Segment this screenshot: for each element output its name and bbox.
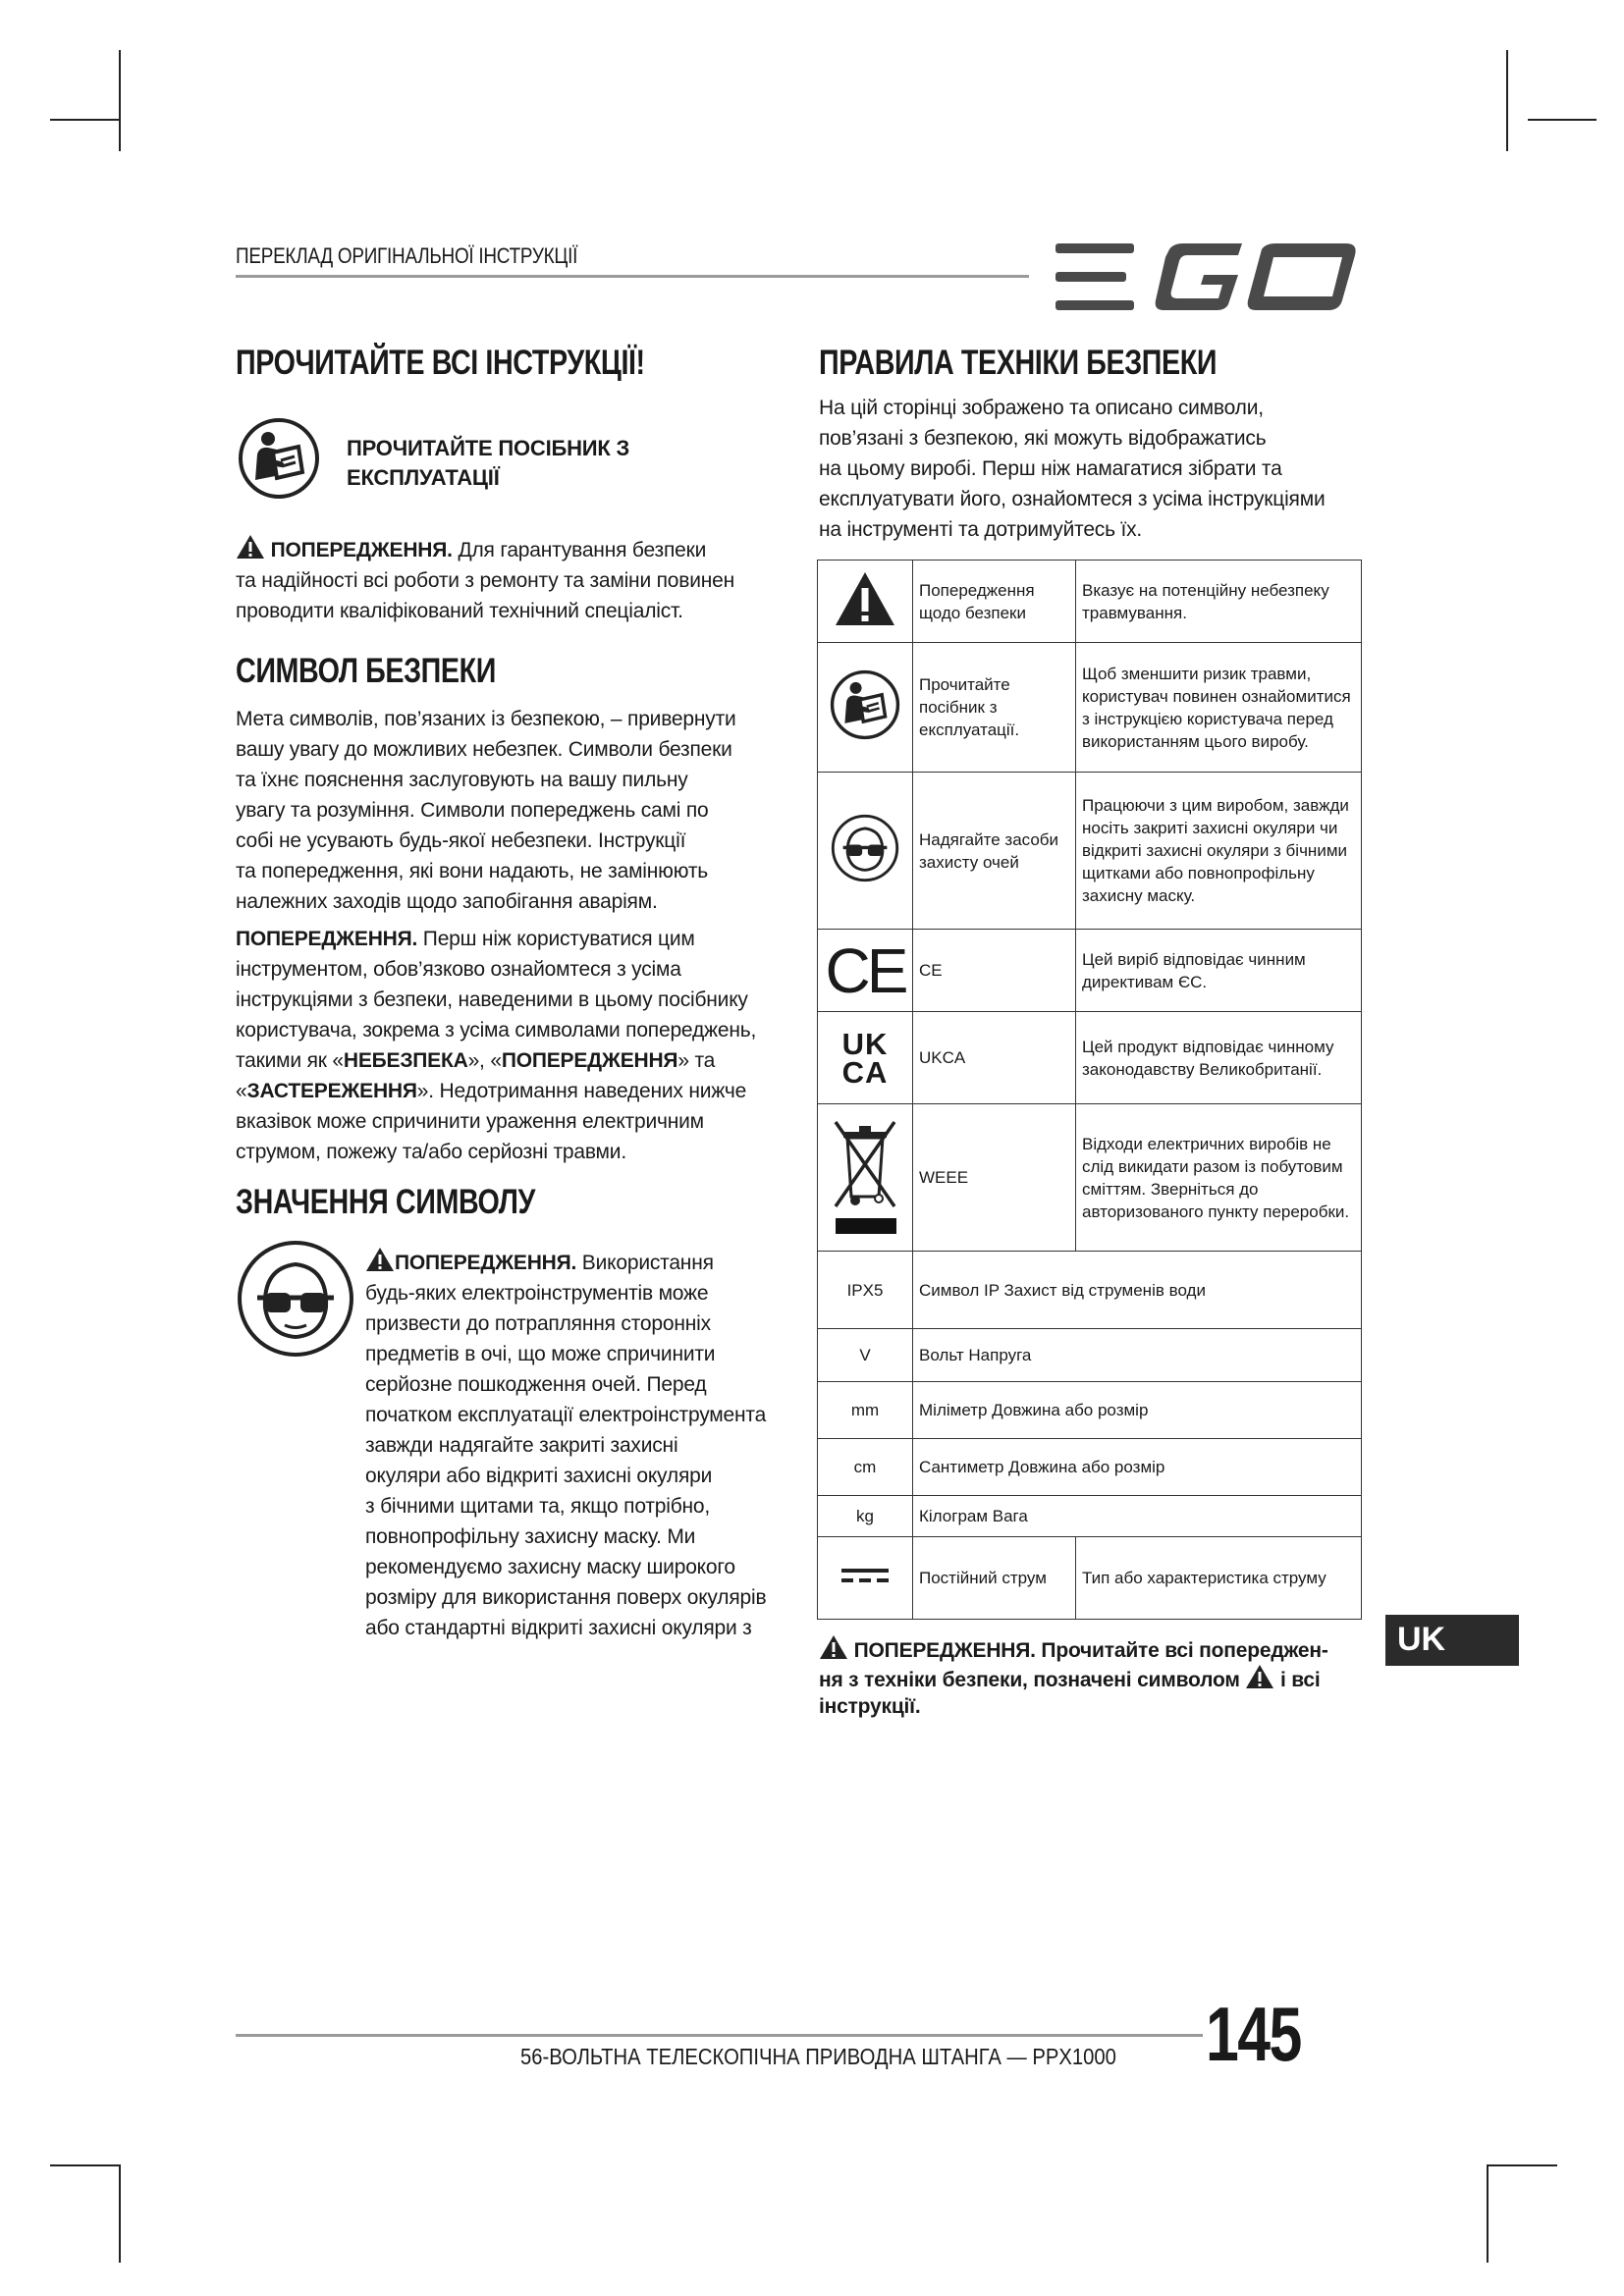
crop-mark-tr-v	[1506, 50, 1508, 151]
crop-mark-br-h	[1489, 2164, 1557, 2166]
read-all-heading: ПРОЧИТАЙТЕ ВСІ ІНСТРУКЦІЇ!	[236, 344, 645, 382]
read-manual-icon	[238, 417, 320, 505]
table-row-eye-protection	[818, 773, 1362, 930]
rules-heading-box	[819, 344, 1304, 383]
meaning-heading-box	[236, 1183, 601, 1222]
page-number: 145	[1206, 1991, 1301, 2077]
weee-bin-icon	[830, 1112, 900, 1238]
rules-intro: На цій сторінці зображено та описано символи, пов’язані з безпекою, які можуть відображатись на цьому виробі. Перш ніж намагатися зібрати та експлуатувати його, ознайомтеся з усіма інструкціями на інструменті та дотримуйтесь їх.	[819, 397, 1326, 541]
read-manual-name: Прочитайте посібник з експлуатації.	[913, 643, 1076, 773]
eye-protection-desc: Працюючи з цим виробом, завжди носіть закриті захисні окуляри чи відкриті захисні окуляри з бічними щитками або повнопрофільну захисну маску.	[1076, 773, 1362, 930]
table-row-mm	[818, 1382, 1362, 1439]
read-manual-desc: Щоб зменшити ризик травми, користувач повинен ознайомитися з інструкцією користувача перед використанням цього виробу.	[1076, 643, 1362, 773]
weee-name: WEEE	[913, 1104, 1076, 1252]
warning-triangle-icon	[834, 570, 896, 627]
warning-paragraph-2: ПОПЕРЕДЖЕННЯ. Перш ніж користуватися цим інструментом, обов’язково ознайомтеся з усіма інструкціями з безпеки, наведеними в цьому посібнику користувача, зокрема з усіма символами попереджень, такими як «НЕБЕЗПЕКА», «ПОПЕРЕДЖЕННЯ» та «ЗАСТЕРЕЖЕННЯ». Недотримання наведених нижче вказівок може спричинити ураження електричним струмом, пожежу та/або серйозні травми.	[236, 928, 757, 1163]
dc-name: Постійний струм	[913, 1537, 1076, 1620]
table-row-volt	[818, 1329, 1362, 1382]
read-all-heading-box	[236, 344, 734, 383]
ipx5-name: Символ IP Захист від струменів води	[913, 1252, 1362, 1329]
direct-current-icon	[839, 1566, 891, 1585]
read-manual-label: ПРОЧИТАЙТЕ ПОСІБНИК З ЕКСПЛУАТАЦІЇ	[347, 436, 630, 490]
eye-protection-name: Надягайте засоби захисту очей	[913, 773, 1076, 930]
language-tab: UK	[1385, 1615, 1519, 1666]
mm-name: Міліметр Довжина або розмір	[913, 1382, 1362, 1439]
safety-alert-name: Попередження щодо безпеки	[913, 561, 1076, 643]
ce-desc: Цей виріб відповідає чинним директивам ЄС.	[1076, 930, 1362, 1012]
ukca-name: UKCA	[913, 1012, 1076, 1104]
ce-mark-icon: CE	[825, 934, 905, 1006]
warning-triangle-icon	[819, 1634, 848, 1660]
table-row-kg	[818, 1496, 1362, 1537]
cm-name: Сантиметр Довжина або розмір	[913, 1439, 1362, 1496]
eye-protection-icon	[236, 1239, 355, 1363]
eye-warning-paragraph: ПОПЕРЕДЖЕННЯ. Використання будь-яких електроінструментів може призвести до потрапляння сторонніх предметів в очі, що може спричинити серйозне пошкодження очей. Перед початком експлуатації електроінструмента завжди надягайте закриті захисні окуляри або відкриті захисні окуляри з бічними щитами та, якщо потрібно, повнопрофільну захисну маску. Ми рекомендуємо захисну маску широкого розміру для використання поверх окулярів або стандартні відкриті захисні окуляри з	[365, 1247, 766, 1643]
symbol-paragraph: Мета символів, пов’язаних із безпекою, – привернути вашу увагу до можливих небезпек. Символи безпеки та їхнє пояснення заслуговують на вашу пильну увагу та розуміння. Символи попереджень самі по собі не усувають будь-якої небезпеки. Інструкції та попередження, які вони надають, не замінюють належних заходів щодо запобігання аваріям.	[236, 708, 736, 913]
crop-mark-bl-v	[119, 2164, 121, 2263]
kg-symbol: kg	[818, 1496, 913, 1537]
table-row-read-manual	[818, 643, 1362, 773]
table-row-ukca	[818, 1012, 1362, 1104]
symbol-heading: СИМВОЛ БЕЗПЕКИ	[236, 652, 496, 690]
ce-name: CE	[913, 930, 1076, 1012]
footer-rule	[236, 2034, 1203, 2037]
ego-logo	[1056, 243, 1360, 315]
volt-symbol: V	[818, 1329, 913, 1382]
table-row-ipx5	[818, 1252, 1362, 1329]
table-row-cm	[818, 1439, 1362, 1496]
weee-desc: Відходи електричних виробів не слід викидати разом із побутовим сміттям. Зверніться до авторизованого пункту переробки.	[1076, 1104, 1362, 1252]
rules-heading: ПРАВИЛА ТЕХНІКИ БЕЗПЕКИ	[819, 344, 1218, 382]
warning-triangle-icon	[236, 534, 265, 560]
dc-desc: Тип або характеристика струму	[1076, 1537, 1362, 1620]
warning-paragraph-1: ПОПЕРЕДЖЕННЯ. Для гарантування безпеки та надійності всі роботи з ремонту та заміни повинен проводити кваліфікований технічний спеціаліст.	[236, 534, 734, 626]
table-row-weee	[818, 1104, 1362, 1252]
table-row-dc	[818, 1537, 1362, 1620]
read-manual-icon	[830, 669, 900, 740]
crop-mark-tr-h	[1528, 119, 1597, 121]
warning-triangle-icon	[1245, 1664, 1274, 1689]
kg-name: Кілограм Вага	[913, 1496, 1362, 1537]
crop-mark-br-v	[1487, 2164, 1489, 2263]
meaning-heading: ЗНАЧЕННЯ СИМВОЛУ	[236, 1183, 535, 1221]
running-title: ПЕРЕКЛАД ОРИГІНАЛЬНОЇ ІНСТРУКЦІЇ	[236, 243, 578, 268]
symbol-table	[817, 560, 1362, 1620]
warning-triangle-icon	[365, 1247, 395, 1272]
table-row-ce	[818, 930, 1362, 1012]
volt-name: Вольт Напруга	[913, 1329, 1362, 1382]
table-row-safety-alert	[818, 561, 1362, 643]
safety-alert-desc: Вказує на потенційну небезпеку травмування.	[1076, 561, 1362, 643]
mm-symbol: mm	[818, 1382, 913, 1439]
crop-mark-bl-h	[50, 2164, 119, 2166]
crop-mark-tl-v	[119, 50, 121, 151]
footer-product-title: 56-ВОЛЬТНА ТЕЛЕСКОПІЧНА ПРИВОДНА ШТАНГА — PPX1000	[520, 2044, 1116, 2069]
header-rule	[236, 275, 1029, 278]
ukca-mark-icon: UK CA	[841, 1026, 889, 1090]
symbol-heading-box	[236, 652, 553, 691]
ipx5-symbol: IPX5	[818, 1252, 913, 1329]
ukca-desc: Цей продукт відповідає чинному законодавству Великобританії.	[1076, 1012, 1362, 1104]
crop-mark-tl-h	[50, 119, 119, 121]
cm-symbol: cm	[818, 1439, 913, 1496]
final-warning: ПОПЕРЕДЖЕННЯ. Прочитайте всі попереджен- ня з техніки безпеки, позначені символом і всі інструкції.	[819, 1634, 1328, 1720]
eye-protection-icon	[831, 814, 899, 882]
